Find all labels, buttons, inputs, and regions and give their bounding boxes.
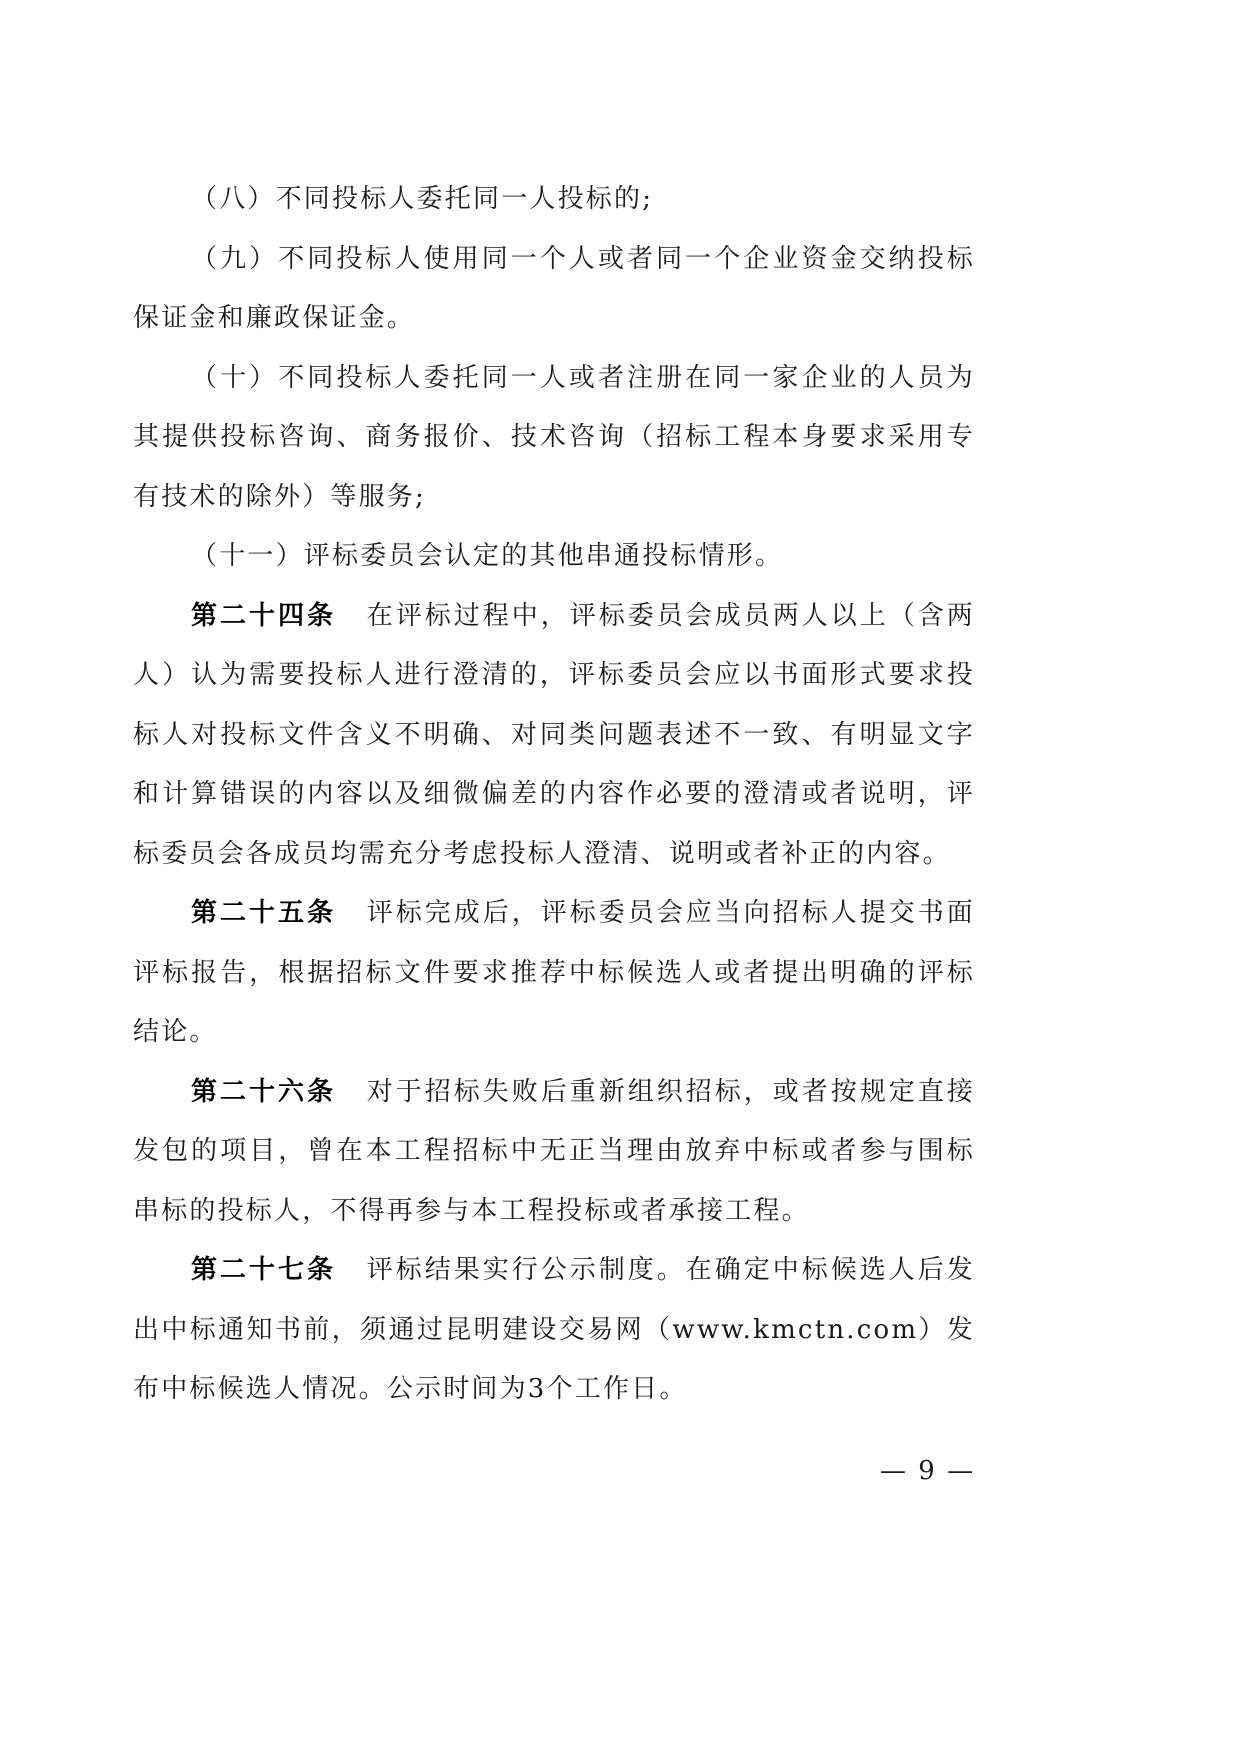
article-27-title: 第二十七条 <box>191 1255 336 1285</box>
article-24-title: 第二十四条 <box>191 600 336 631</box>
article-27 <box>133 1241 975 1420</box>
article-24-text: 在评标过程中，评标委员会成员两人以上（含两人）认为需要投标人进行澄清的，评标委员会应以书面形式要求投标人对投标文件含义不明确、对同类问题表述不一致、有明显文字和计算错误的内容以及细微偏差的内容作必要的澄清或者说明，评标委员会各成员均需充分考虑投标人澄清、说明或者补正的内容。 <box>133 600 975 869</box>
list-item-11: （十一）评标委员会认定的其他串通投标情形。 <box>191 541 784 571</box>
article-26 <box>133 1063 975 1242</box>
page-number: — 9 — <box>880 1456 976 1486</box>
article-27-text: 评标结果实行公示制度。在确定中标候选人后发出中标通知书前，须通过昆明建设交易网（www.kmctn.com）发布中标候选人情况。公示时间为3个工作日。 <box>133 1255 975 1404</box>
list-item-9: （九）不同投标人使用同一个人或者同一个企业资金交纳投标保证金和廉政保证金。 <box>133 243 975 333</box>
article-25-text: 评标完成后，评标委员会应当向招标人提交书面评标报告，根据招标文件要求推荐中标候选人或者提出明确的评标结论。 <box>133 898 975 1047</box>
article-24 <box>133 587 975 885</box>
document-body <box>133 170 975 1420</box>
article-25 <box>133 884 975 1063</box>
article-26-text: 对于招标失败后重新组织招标，或者按规定直接发包的项目，曾在本工程招标中无正当理由放弃中标或者参与围标串标的投标人，不得再参与本工程投标或者承接工程。 <box>133 1076 975 1226</box>
article-26-title: 第二十六条 <box>191 1076 336 1107</box>
list-item-8: （八）不同投标人委托同一人投标的; <box>191 184 654 214</box>
article-25-title: 第二十五条 <box>191 898 336 928</box>
list-item-10: （十）不同投标人委托同一人或者注册在同一家企业的人员为其提供投标咨询、商务报价、技术咨询（招标工程本身要求采用专有技术的除外）等服务; <box>133 362 975 512</box>
